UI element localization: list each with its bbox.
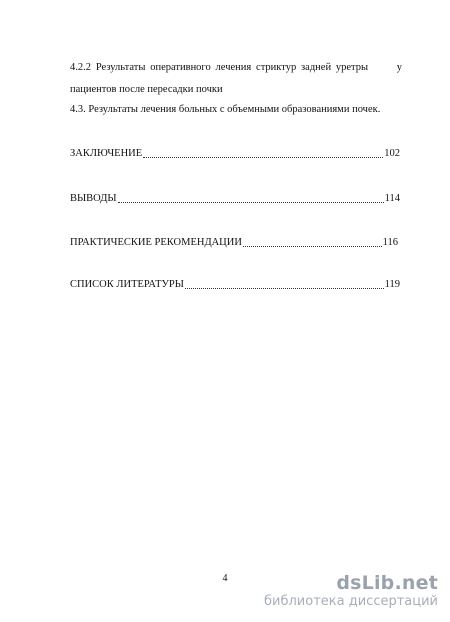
toc-entry-title: СПИСОК ЛИТЕРАТУРЫ <box>70 279 184 290</box>
dot-leader <box>185 278 384 289</box>
toc-entry-findings <box>70 192 400 206</box>
dot-leader <box>243 236 382 247</box>
toc-entry-title: ПРАКТИЧЕСКИЕ РЕКОМЕНДАЦИИ <box>70 237 242 248</box>
toc-subsection-4-3 <box>70 103 380 116</box>
dot-leader <box>118 192 384 203</box>
toc-entry-page: 119 <box>384 279 400 290</box>
toc-entry-page: 114 <box>384 193 400 204</box>
toc-entry-recommendations <box>70 236 398 250</box>
subsection-title-tail: у <box>396 62 402 73</box>
toc-entry-title: ВЫВОДЫ <box>70 193 117 204</box>
subsection-title: пациентов после пересадки почки <box>70 84 223 95</box>
toc-entry-title: ЗАКЛЮЧЕНИЕ <box>70 148 143 159</box>
subsection-title: 4.2.2 Результаты оперативного лечения стриктур задней уретры <box>70 62 369 73</box>
toc-entry-page: 116 <box>382 237 398 248</box>
toc-entry-conclusion <box>70 147 400 161</box>
watermark <box>264 572 438 610</box>
toc-entry-page: 102 <box>384 148 400 159</box>
page-number: 4 <box>222 573 228 584</box>
watermark-tagline: библиотека диссертаций <box>264 594 438 609</box>
toc-subsection-4-2-2 <box>70 61 402 74</box>
subsection-title: 4.3. Результаты лечения больных с объемными образованиями почек. <box>70 104 381 115</box>
toc-subsection-4-2-2-continued <box>70 83 223 96</box>
watermark-logo: dsLib.net <box>336 572 438 594</box>
toc-entry-references <box>70 278 400 292</box>
dot-leader <box>143 147 383 158</box>
